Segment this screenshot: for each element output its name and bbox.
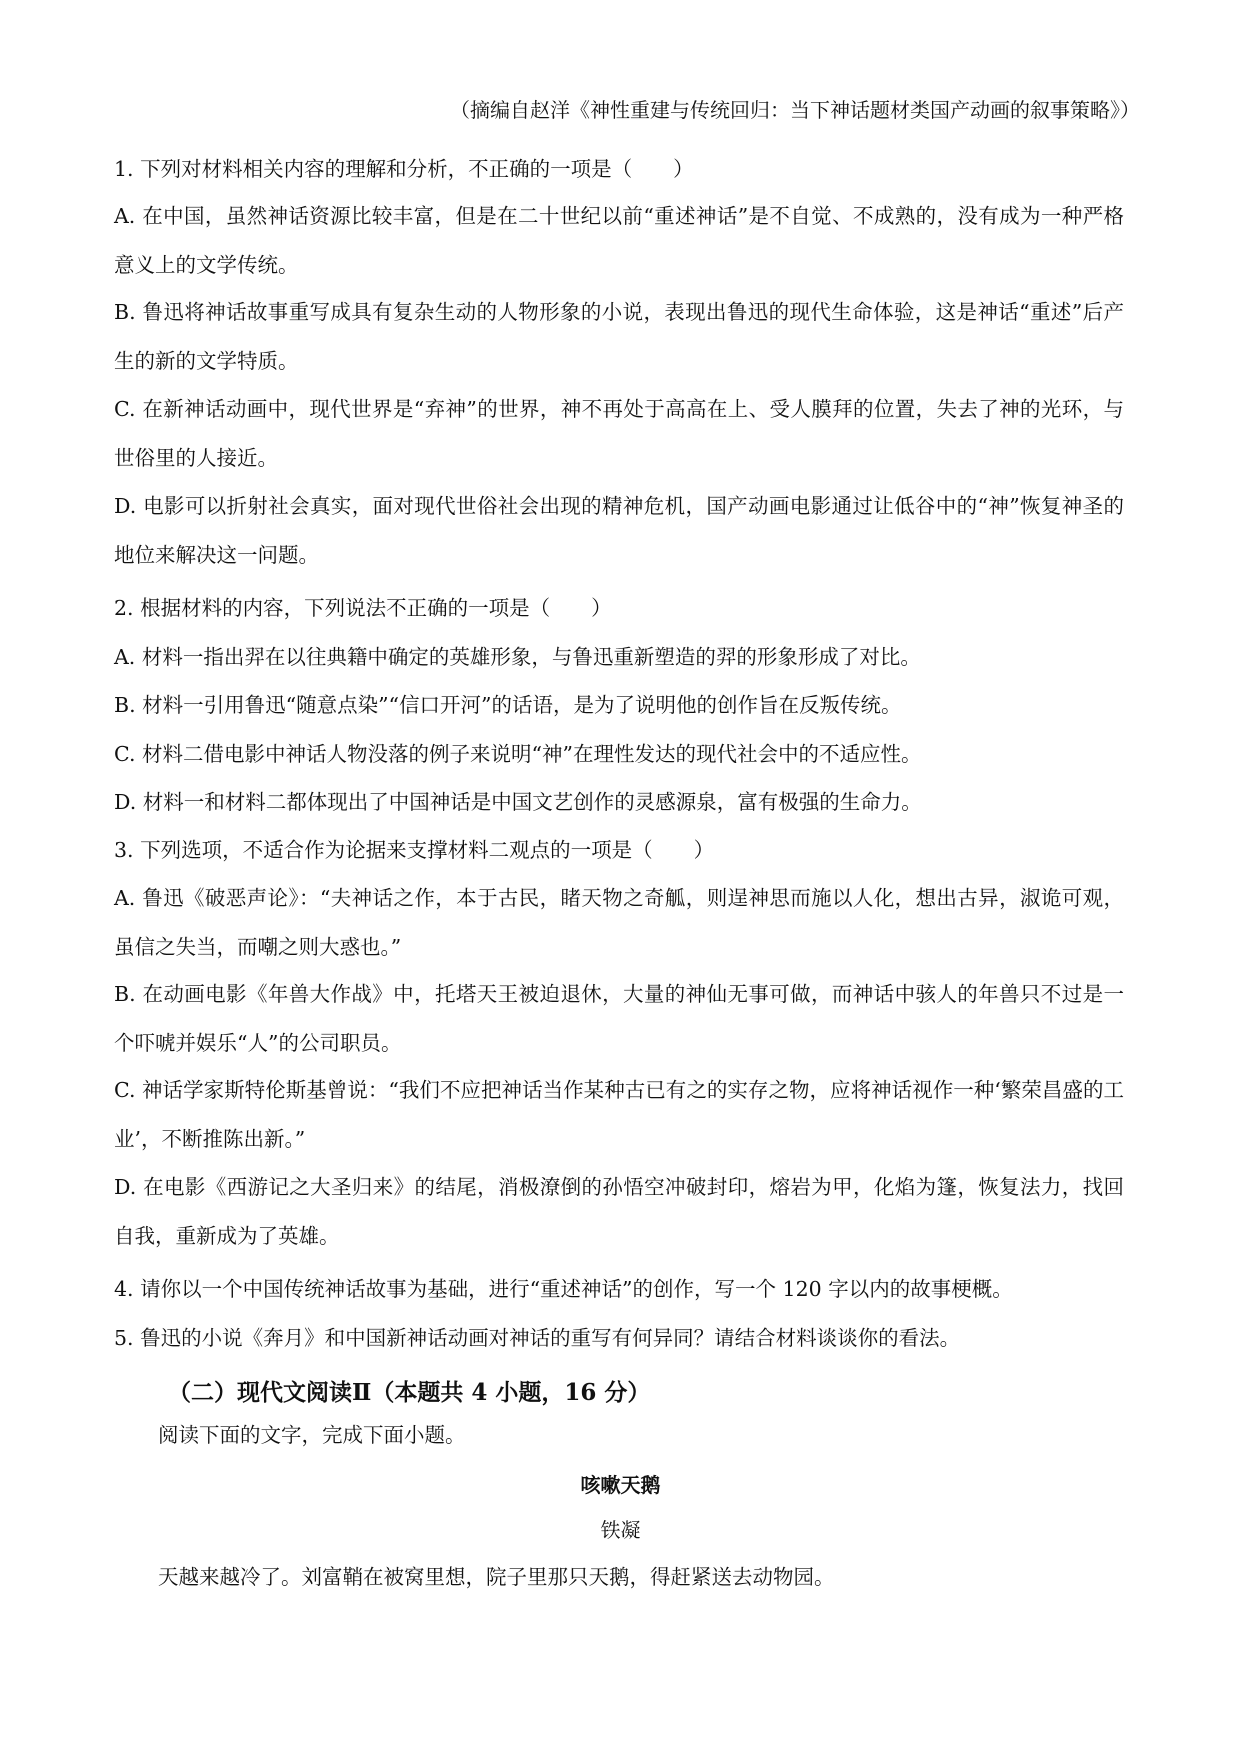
question-4-stem: 4. 请你以一个中国传统神话故事为基础，进行“重述神话”的创作，写一个 120 字以内的故事梗概。 <box>114 1277 1013 1301</box>
question-1-stem: 1. 下列对材料相关内容的理解和分析，不正确的一项是（ ） <box>114 157 694 181</box>
source-citation: （摘编自赵洋《神性重建与传统回归：当下神话题材类国产动画的叙事策略》） <box>450 98 1140 122</box>
question-3-option-b: B. 在动画电影《年兽大作战》中，托塔天王被迫退休，大量的神仙无事可做，而神话中骇人的年兽只不过是一个吓唬并娱乐“人”的公司职员。 <box>114 982 1124 1055</box>
question-1-option-c: C. 在新神话动画中，现代世界是“弃神”的世界，神不再处于高高在上、受人膜拜的位置，失去了神的光环，与世俗里的人接近。 <box>114 397 1124 470</box>
question-2-option-b: B. 材料一引用鲁迅“随意点染”“信口开河”的话语，是为了说明他的创作旨在反叛传统。 <box>114 693 902 717</box>
story-author: 铁凝 <box>600 1518 641 1542</box>
question-2-stem: 2. 根据材料的内容，下列说法不正确的一项是（ ） <box>114 596 612 620</box>
question-2-option-d: D. 材料一和材料二都体现出了中国神话是中国文艺创作的灵感源泉，富有极强的生命力。 <box>114 790 922 814</box>
question-1-option-d: D. 电影可以折射社会真实，面对现代世俗社会出现的精神危机，国产动画电影通过让低谷中的“神”恢复神圣的地位来解决这一问题。 <box>114 494 1124 567</box>
question-1-option-b: B. 鲁迅将神话故事重写成具有复杂生动的人物形象的小说，表现出鲁迅的现代生命体验，这是神话“重述”后产生的新的文学特质。 <box>114 300 1124 373</box>
section-heading: （二）现代文阅读Ⅱ（本题共 4 小题，16 分） <box>168 1379 651 1406</box>
question-1-option-a: A. 在中国，虽然神话资源比较丰富，但是在二十世纪以前“重述神话”是不自觉、不成熟的，没有成为一种严格意义上的文学传统。 <box>114 204 1124 277</box>
question-2-option-a: A. 材料一指出羿在以往典籍中确定的英雄形象，与鲁迅重新塑造的羿的形象形成了对比。 <box>114 645 921 669</box>
question-3-option-a: A. 鲁迅《破恶声论》：“夫神话之作，本于古民，睹天物之奇觚，则逞神思而施以人化，想出古异，淑诡可观，虽信之失当，而嘲之则大惑也。” <box>114 886 1124 959</box>
question-3-stem: 3. 下列选项，不适合作为论据来支撑材料二观点的一项是（ ） <box>114 838 715 862</box>
story-first-paragraph: 天越来越冷了。刘富鞘在被窝里想，院子里那只天鹅，得赶紧送去动物园。 <box>158 1565 835 1589</box>
question-5-stem: 5. 鲁迅的小说《奔月》和中国新神话动画对神话的重写有何异同？请结合材料谈谈你的看法。 <box>114 1326 961 1350</box>
story-title: 咳嗽天鹅 <box>580 1473 661 1497</box>
question-3-option-d: D. 在电影《西游记之大圣归来》的结尾，消极潦倒的孙悟空冲破封印，熔岩为甲，化焰为篷，恢复法力，找回自我，重新成为了英雄。 <box>114 1175 1124 1248</box>
section-instruction: 阅读下面的文字，完成下面小题。 <box>158 1423 466 1447</box>
question-3-option-c: C. 神话学家斯特伦斯基曾说：“我们不应把神话当作某种古已有之的实存之物，应将神话视作一种‘繁荣昌盛的工业’，不断推陈出新。” <box>114 1078 1124 1151</box>
question-2-option-c: C. 材料二借电影中神话人物没落的例子来说明“神”在理性发达的现代社会中的不适应性。 <box>114 742 922 766</box>
